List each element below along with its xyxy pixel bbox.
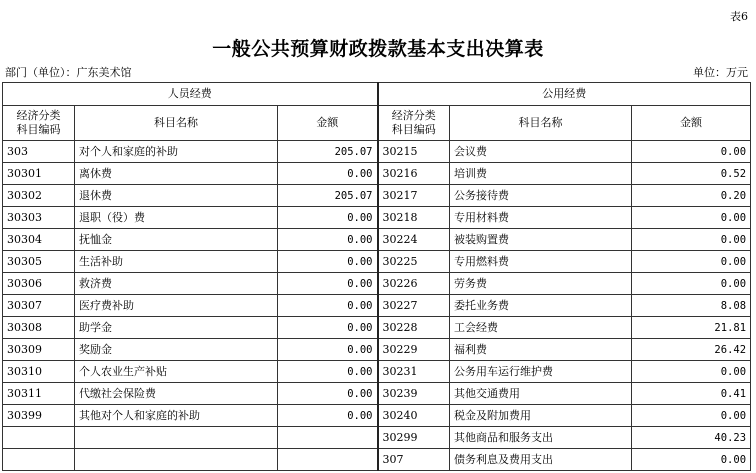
column-header-row	[3, 106, 751, 141]
right-code-cell: 30231	[378, 361, 450, 383]
right-amount-cell: 0.00	[632, 251, 751, 273]
left-amount-cell: 205.07	[278, 185, 378, 207]
left-code-cell: 30303	[3, 207, 75, 229]
left-name-cell: 代缴社会保险费	[75, 383, 278, 405]
col-code-line1: 经济分类	[16, 109, 61, 122]
group-personnel: 人员经费	[3, 83, 378, 106]
table-row	[3, 339, 751, 361]
right-name-cell: 工会经费	[450, 317, 632, 339]
left-code-cell: 30307	[3, 295, 75, 317]
table-row	[3, 361, 751, 383]
page-title: 一般公共预算财政拨款基本支出决算表	[212, 38, 544, 60]
right-amount-cell: 8.08	[632, 295, 751, 317]
left-name-cell: 奖励金	[75, 339, 278, 361]
table-row	[3, 295, 751, 317]
table-row	[3, 207, 751, 229]
right-code-cell: 30217	[378, 185, 450, 207]
left-name-cell: 抚恤金	[75, 229, 278, 251]
table-row	[3, 141, 751, 163]
right-name-cell: 劳务费	[450, 273, 632, 295]
left-code-cell: 30309	[3, 339, 75, 361]
right-name-cell: 债务利息及费用支出	[450, 449, 632, 471]
right-name-cell: 培训费	[450, 163, 632, 185]
right-amount-cell: 0.00	[632, 273, 751, 295]
left-code-cell: 30304	[3, 229, 75, 251]
left-name-cell: 其他对个人和家庭的补助	[75, 405, 278, 427]
left-code-cell: 30399	[3, 405, 75, 427]
right-amount-cell: 40.23	[632, 427, 751, 449]
right-amount-cell: 0.00	[632, 405, 751, 427]
left-name-cell: 退职（役）费	[75, 207, 278, 229]
table-row	[3, 427, 751, 449]
left-amount-cell: 0.00	[278, 405, 378, 427]
right-amount-cell: 0.52	[632, 163, 751, 185]
right-name-cell: 专用燃料费	[450, 251, 632, 273]
right-name-cell: 委托业务费	[450, 295, 632, 317]
right-name-cell: 被装购置费	[450, 229, 632, 251]
group-header-row	[3, 83, 751, 106]
left-code-cell	[3, 427, 75, 449]
right-code-cell: 30228	[378, 317, 450, 339]
col-amount-left: 金额	[278, 106, 378, 141]
col-name-right: 科目名称	[450, 106, 632, 141]
right-name-cell: 公务用车运行维护费	[450, 361, 632, 383]
left-code-cell: 303	[3, 141, 75, 163]
left-amount-cell: 0.00	[278, 163, 378, 185]
left-amount-cell: 0.00	[278, 361, 378, 383]
table-row	[3, 163, 751, 185]
left-code-cell: 30302	[3, 185, 75, 207]
left-code-cell: 30310	[3, 361, 75, 383]
left-name-cell: 医疗费补助	[75, 295, 278, 317]
right-amount-cell: 0.00	[632, 361, 751, 383]
left-amount-cell: 0.00	[278, 207, 378, 229]
right-amount-cell: 0.41	[632, 383, 751, 405]
right-code-cell: 30226	[378, 273, 450, 295]
right-code-cell: 30224	[378, 229, 450, 251]
col-code-line2: 科目编码	[391, 123, 436, 136]
left-amount-cell	[278, 449, 378, 471]
right-amount-cell: 0.20	[632, 185, 751, 207]
department-label: 部门（单位）：广东美术馆	[5, 66, 132, 79]
right-name-cell: 专用材料费	[450, 207, 632, 229]
right-name-cell: 税金及附加费用	[450, 405, 632, 427]
right-code-cell: 30229	[378, 339, 450, 361]
expenditure-table	[2, 82, 751, 471]
left-name-cell	[75, 449, 278, 471]
right-code-cell: 30215	[378, 141, 450, 163]
left-amount-cell: 0.00	[278, 317, 378, 339]
right-code-cell: 30225	[378, 251, 450, 273]
left-name-cell: 个人农业生产补贴	[75, 361, 278, 383]
left-name-cell: 离休费	[75, 163, 278, 185]
left-name-cell: 对个人和家庭的补助	[75, 141, 278, 163]
right-code-cell: 30239	[378, 383, 450, 405]
right-code-cell: 30240	[378, 405, 450, 427]
table-row	[3, 405, 751, 427]
left-code-cell	[3, 449, 75, 471]
table-row	[3, 317, 751, 339]
left-code-cell: 30306	[3, 273, 75, 295]
left-code-cell: 30301	[3, 163, 75, 185]
right-amount-cell: 26.42	[632, 339, 751, 361]
right-code-cell: 30218	[378, 207, 450, 229]
left-name-cell: 助学金	[75, 317, 278, 339]
right-name-cell: 福利费	[450, 339, 632, 361]
right-name-cell: 公务接待费	[450, 185, 632, 207]
right-amount-cell: 0.00	[632, 449, 751, 471]
left-amount-cell: 205.07	[278, 141, 378, 163]
unit-label: 单位：万元	[693, 66, 748, 79]
col-code-right	[378, 106, 450, 141]
left-amount-cell: 0.00	[278, 383, 378, 405]
col-code-line1: 经济分类	[391, 109, 436, 122]
right-code-cell: 30299	[378, 427, 450, 449]
left-code-cell: 30305	[3, 251, 75, 273]
col-amount-right: 金额	[632, 106, 751, 141]
table-row	[3, 449, 751, 471]
table-row	[3, 185, 751, 207]
left-amount-cell: 0.00	[278, 295, 378, 317]
right-name-cell: 其他交通费用	[450, 383, 632, 405]
table-row	[3, 383, 751, 405]
left-code-cell: 30308	[3, 317, 75, 339]
right-name-cell: 其他商品和服务支出	[450, 427, 632, 449]
right-amount-cell: 21.81	[632, 317, 751, 339]
left-amount-cell: 0.00	[278, 229, 378, 251]
right-amount-cell: 0.00	[632, 229, 751, 251]
table-row	[3, 273, 751, 295]
left-name-cell: 救济费	[75, 273, 278, 295]
table-row	[3, 251, 751, 273]
left-name-cell	[75, 427, 278, 449]
right-amount-cell: 0.00	[632, 141, 751, 163]
right-name-cell: 会议费	[450, 141, 632, 163]
left-amount-cell: 0.00	[278, 339, 378, 361]
group-public: 公用经费	[378, 83, 751, 106]
left-name-cell: 生活补助	[75, 251, 278, 273]
right-amount-cell: 0.00	[632, 207, 751, 229]
left-amount-cell	[278, 427, 378, 449]
col-code-left	[3, 106, 75, 141]
left-code-cell: 30311	[3, 383, 75, 405]
left-amount-cell: 0.00	[278, 273, 378, 295]
left-name-cell: 退休费	[75, 185, 278, 207]
table-row	[3, 229, 751, 251]
right-code-cell: 30227	[378, 295, 450, 317]
right-code-cell: 307	[378, 449, 450, 471]
table-number: 表6	[730, 10, 748, 23]
col-code-line2: 科目编码	[16, 123, 61, 136]
col-name-left: 科目名称	[75, 106, 278, 141]
right-code-cell: 30216	[378, 163, 450, 185]
left-amount-cell: 0.00	[278, 251, 378, 273]
